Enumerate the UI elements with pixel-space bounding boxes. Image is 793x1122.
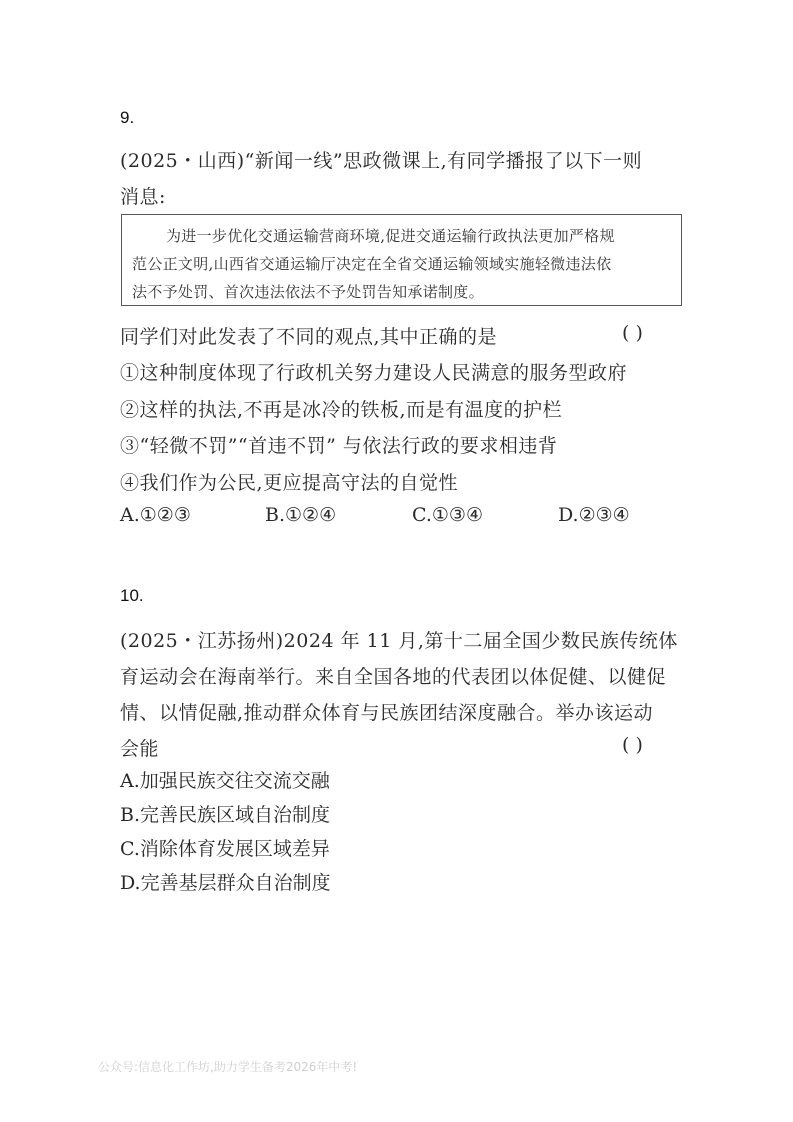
question-10-option-b: B.完善民族区域自治制度 <box>120 804 331 826</box>
question-9-number: 9. <box>120 108 135 127</box>
question-10-option-d: D.完善基层群众自治制度 <box>120 872 331 894</box>
question-9-prompt: 同学们对此发表了不同的观点,其中正确的是 <box>120 326 498 348</box>
question-10-stem-line1: (2025・江苏扬州)2024 年 11 月,第十二届全国少数民族传统体 <box>120 630 678 652</box>
question-10-answer-paren: ( ) <box>622 734 643 756</box>
question-9-option-a: A.①②③ <box>120 504 191 526</box>
question-10-number: 10. <box>120 586 144 605</box>
question-9-answer-paren: ( ) <box>622 322 643 344</box>
news-quote-line2: 范公正文明,山西省交通运输厅决定在全省交通运输领域实施轻微违法依 <box>132 255 612 273</box>
question-9-option-b: B.①②④ <box>265 504 337 526</box>
news-quote-line1: 为进一步优化交通运输营商环境,促进交通运输行政执法更加严格规 <box>166 227 615 245</box>
question-10-stem-line2: 育运动会在海南举行。来自全国各地的代表团以体促健、以健促 <box>120 666 667 688</box>
news-quote-line3: 法不予处罚、首次违法依法不予处罚告知承诺制度。 <box>132 283 484 301</box>
question-10-option-c: C.消除体育发展区域差异 <box>120 838 330 860</box>
question-9-option-d: D.②③④ <box>558 504 630 526</box>
question-9-statement-2: ②这样的执法,不再是冰冷的铁板,而是有温度的护栏 <box>120 399 563 421</box>
footer-watermark: 公众号:信息化工作坊,助力学生备考2026年中考! <box>98 1060 358 1074</box>
question-10-stem-line3: 情、以情促融,推动群众体育与民族团结深度融合。举办该运动 <box>120 702 654 724</box>
question-9-statement-1: ①这种制度体现了行政机关努力建设人民满意的服务型政府 <box>120 362 628 384</box>
question-9-statement-3: ③“轻微不罚”“首违不罚” 与依法行政的要求相违背 <box>120 435 558 457</box>
question-10-option-a: A.加强民族交往交流交融 <box>120 770 330 792</box>
question-9-stem-line1: (2025・山西)“新闻一线”思政微课上,有同学播报了以下一则 <box>120 150 643 172</box>
news-quote-box <box>121 214 682 306</box>
question-10-stem-line4: 会能 <box>120 738 160 760</box>
question-9-option-c: C.①③④ <box>412 504 483 526</box>
question-9-statement-4: ④我们作为公民,更应提高守法的自觉性 <box>120 472 459 494</box>
question-9-stem-line2: 消息: <box>120 186 166 208</box>
